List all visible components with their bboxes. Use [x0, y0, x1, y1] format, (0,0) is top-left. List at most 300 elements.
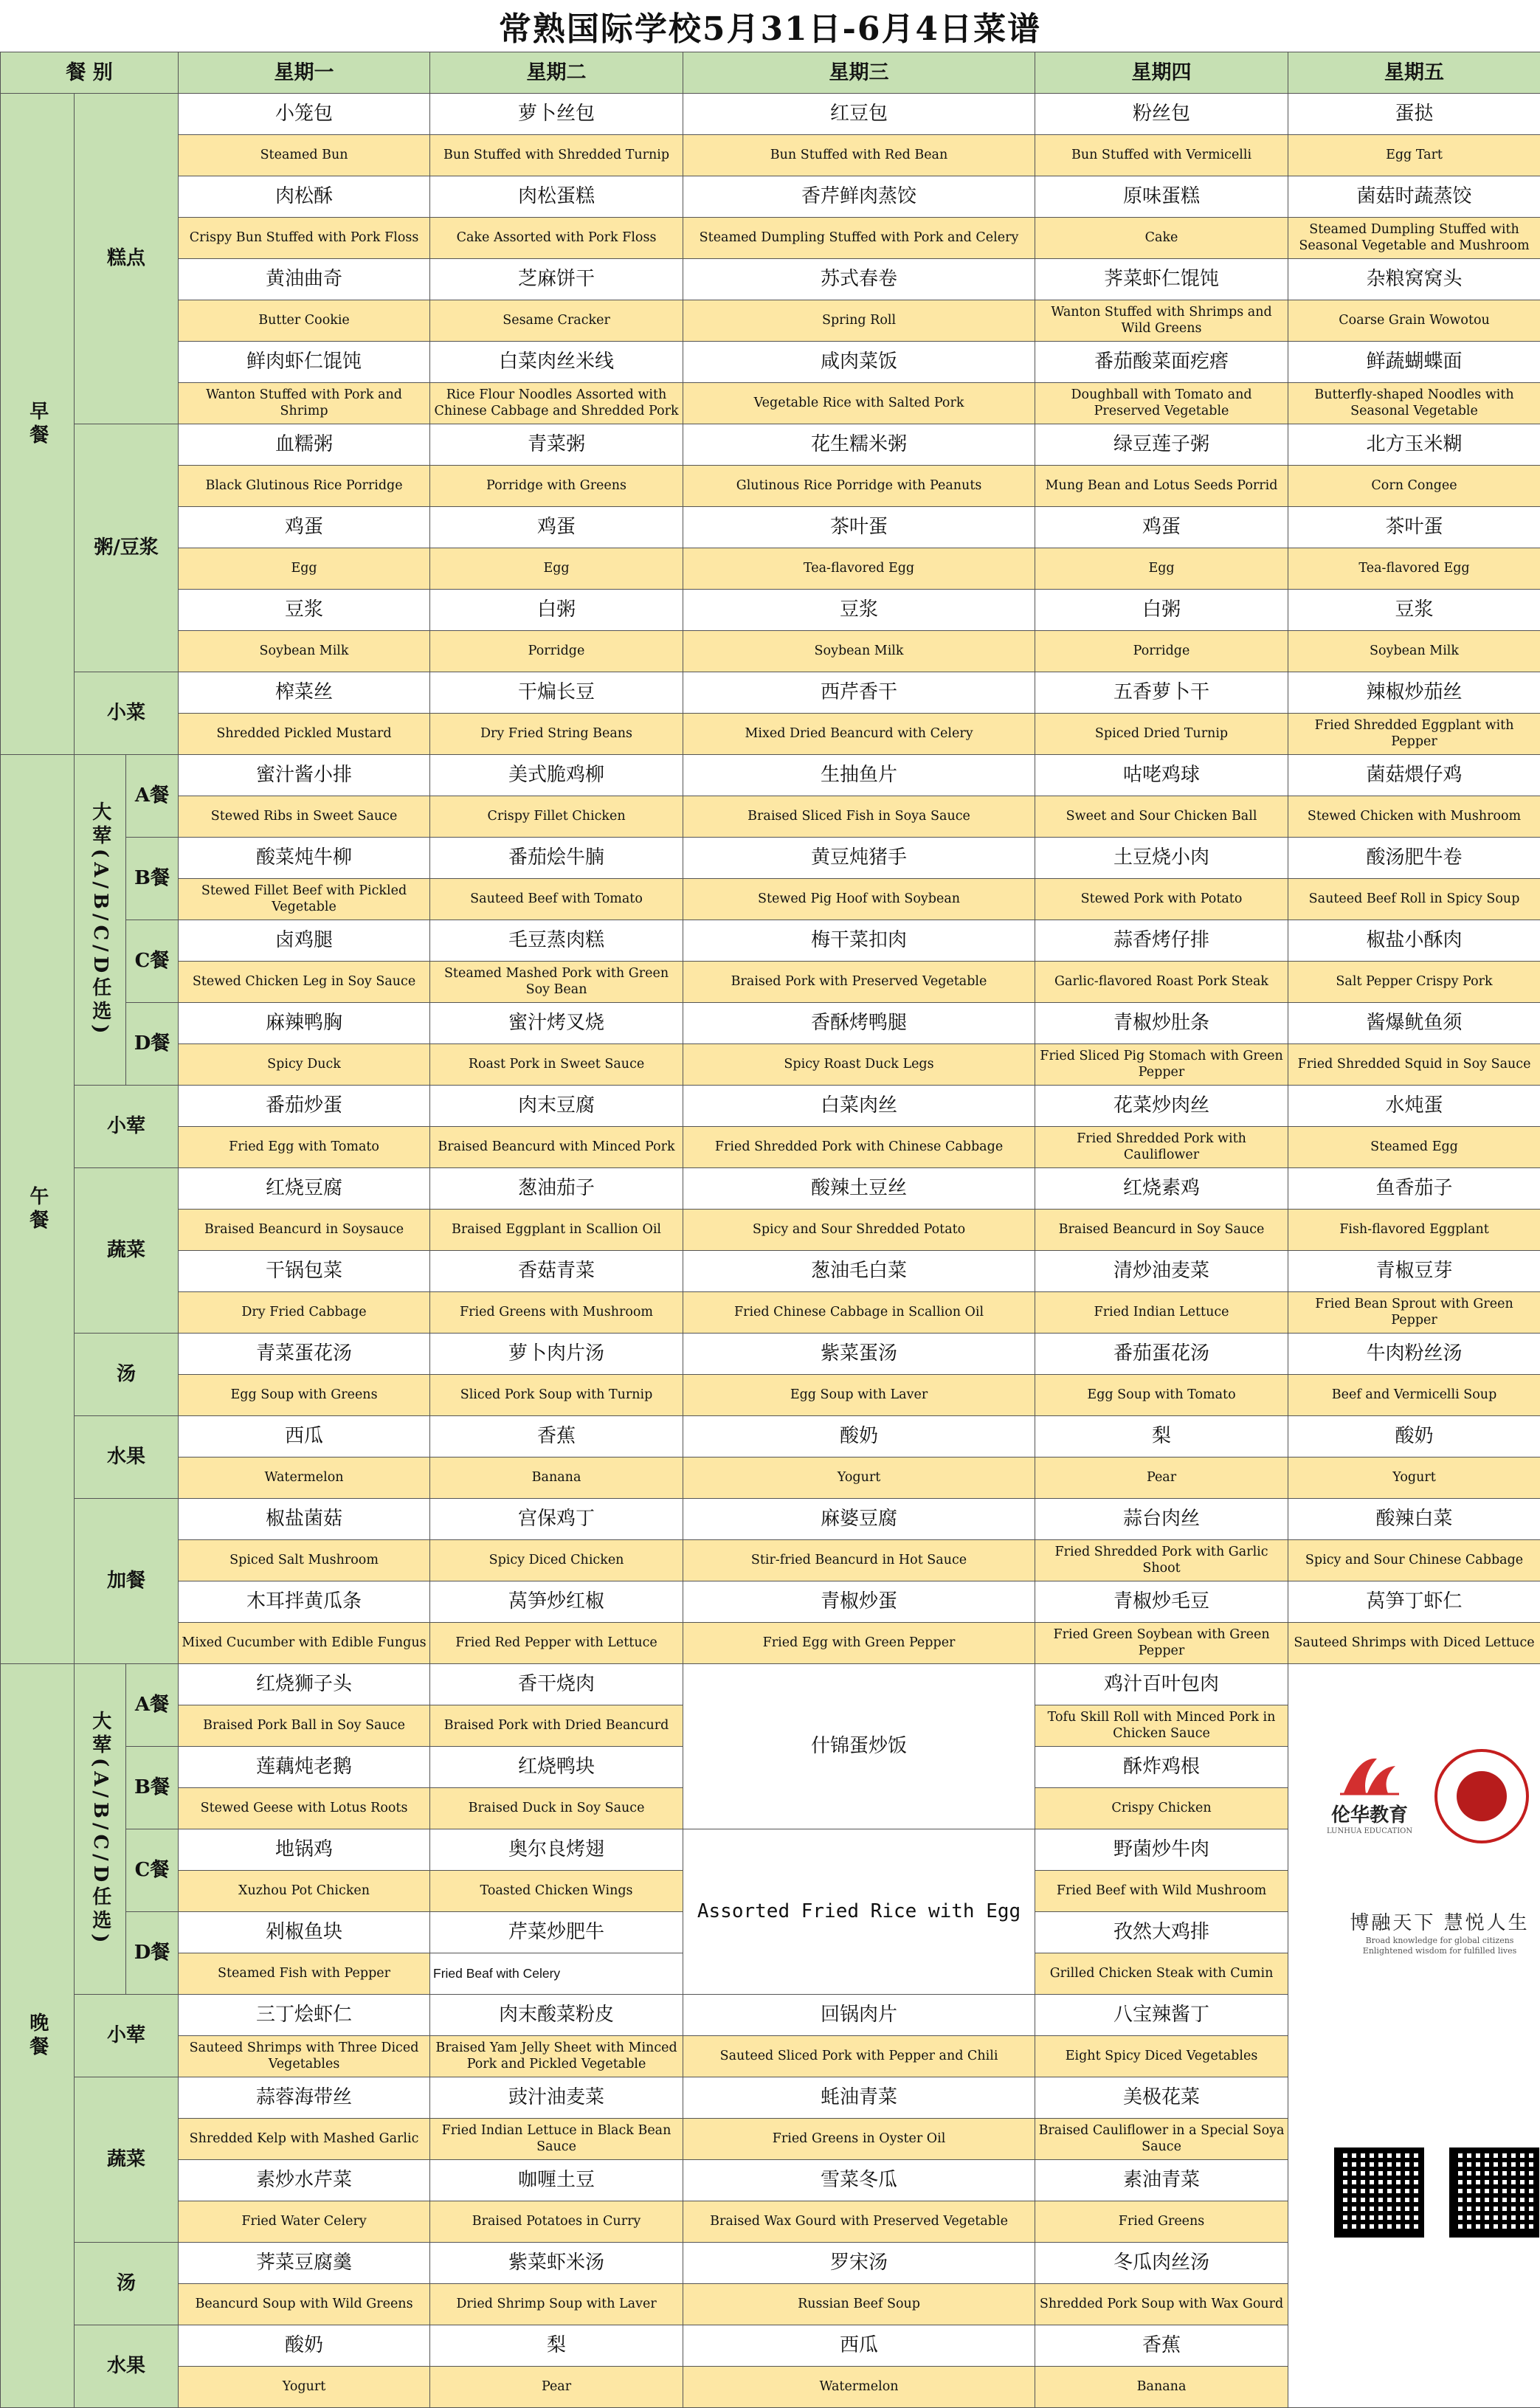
- dish-en: Dry Fried String Beans: [430, 714, 683, 755]
- dish-en: Braised Beancurd in Soysauce: [179, 1210, 430, 1251]
- dish-en: Eight Spicy Diced Vegetables: [1035, 2036, 1288, 2077]
- dish-cn: 蚝油青菜: [683, 2077, 1035, 2119]
- dish-en: Braised Beancurd in Soy Sauce: [1035, 1210, 1288, 1251]
- dish-cn: 茶叶蛋: [1288, 507, 1540, 548]
- dish-cn: 椒盐菌菇: [179, 1499, 430, 1540]
- dish-cn: 酱爆鱿鱼须: [1288, 1003, 1540, 1044]
- dish-cn: 酥炸鸡根: [1035, 1747, 1288, 1788]
- dish-en: Fried Greens with Mushroom: [430, 1292, 683, 1334]
- dish-row-cn: [1, 1251, 1540, 1292]
- dish-cn: 蜜汁烤叉烧: [430, 1003, 683, 1044]
- dish-row-en: [1, 714, 1540, 755]
- dish-cn: 香蕉: [430, 1416, 683, 1457]
- dish-en: Fried Shredded Pork with Garlic Shoot: [1035, 1540, 1288, 1581]
- day-header: 星期三: [683, 52, 1035, 94]
- dish-cn: 雪菜冬瓜: [683, 2160, 1035, 2201]
- dish-en: Braised Pork with Preserved Vegetable: [683, 962, 1035, 1003]
- dish-cn: 酸辣土豆丝: [683, 1168, 1035, 1210]
- dish-en: Crispy Fillet Chicken: [430, 796, 683, 838]
- dish-en: Bun Stuffed with Shredded Turnip: [430, 135, 683, 176]
- dish-cn: 水炖蛋: [1288, 1086, 1540, 1127]
- dish-cn: 莴笋丁虾仁: [1288, 1581, 1540, 1623]
- dish-cn: 黄豆炖猪手: [683, 838, 1035, 879]
- dish-row-cn: [1, 1581, 1540, 1623]
- dish-cn: 清炒油麦菜: [1035, 1251, 1288, 1292]
- dish-en: Stewed Fillet Beef with Pickled Vegetable: [179, 879, 430, 920]
- dish-cn: 青菜粥: [430, 424, 683, 466]
- motto: [1325, 1911, 1540, 1956]
- dish-en: Pear: [1035, 1457, 1288, 1499]
- dish-en: Soybean Milk: [179, 631, 430, 672]
- dish-row-cn: [1, 507, 1540, 548]
- set-d: D餐: [126, 1003, 179, 1086]
- dish-en: Stewed Pig Hoof with Soybean: [683, 879, 1035, 920]
- dish-row-en: [1, 631, 1540, 672]
- dish-en: Black Glutinous Rice Porridge: [179, 466, 430, 507]
- dish-en: Spicy Duck: [179, 1044, 430, 1086]
- dish-cn: 麻婆豆腐: [683, 1499, 1035, 1540]
- dish-en: Banana: [430, 1457, 683, 1499]
- dish-en: Vegetable Rice with Salted Pork: [683, 383, 1035, 424]
- dish-cn: 野菌炒牛肉: [1035, 1829, 1288, 1871]
- dish-row-en: [1, 383, 1540, 424]
- dish-cn: 干煸长豆: [430, 672, 683, 714]
- dish-en: Toasted Chicken Wings: [430, 1871, 683, 1912]
- dish-row-cn: [1, 342, 1540, 383]
- dish-cn: 咕咾鸡球: [1035, 755, 1288, 796]
- dish-en: Rice Flour Noodles Assorted with Chinese Cabbage and Shredded Pork: [430, 383, 683, 424]
- dish-en: Braised Sliced Fish in Soya Sauce: [683, 796, 1035, 838]
- dish-en: Fried Greens: [1035, 2201, 1288, 2243]
- meal-breakfast: 早餐: [1, 94, 75, 755]
- dish-en: Beancurd Soup with Wild Greens: [179, 2284, 430, 2325]
- dish-cn: 酸汤肥牛卷: [1288, 838, 1540, 879]
- group-main: 大荤(A/B/C/D任选): [75, 1664, 126, 1995]
- wed-special-cn: 什锦蛋炒饭: [683, 1664, 1035, 1829]
- dish-cn: 北方玉米糊: [1288, 424, 1540, 466]
- wed-special-en: Assorted Fried Rice with Egg: [683, 1829, 1035, 1995]
- dish-cn: 菌菇时蔬蒸饺: [1288, 176, 1540, 218]
- dish-en: Fish-flavored Eggplant: [1288, 1210, 1540, 1251]
- dish-en: Fried Shredded Pork with Cauliflower: [1035, 1127, 1288, 1168]
- dish-cn: 黄油曲奇: [179, 259, 430, 300]
- dish-cn: 菌菇煨仔鸡: [1288, 755, 1540, 796]
- dish-cn: 孜然大鸡排: [1035, 1912, 1288, 1953]
- dish-cn: 木耳拌黄瓜条: [179, 1581, 430, 1623]
- dish-cn: 酸奶: [683, 1416, 1035, 1457]
- dish-cn: 香菇青菜: [430, 1251, 683, 1292]
- dish-cn: 杂粮窝窝头: [1288, 259, 1540, 300]
- dish-cn: 鸡蛋: [179, 507, 430, 548]
- set-a: A餐: [126, 1664, 179, 1747]
- dish-en: Steamed Mashed Pork with Green Soy Bean: [430, 962, 683, 1003]
- meal-lunch: 午餐: [1, 755, 75, 1664]
- dish-en: Bun Stuffed with Red Bean: [683, 135, 1035, 176]
- dish-en: Stewed Pork with Potato: [1035, 879, 1288, 920]
- dish-cn: 西芹香干: [683, 672, 1035, 714]
- dish-cn: 榨菜丝: [179, 672, 430, 714]
- motto-en-1: Broad knowledge for global citizens: [1325, 1936, 1540, 1946]
- dish-en: Spiced Salt Mushroom: [179, 1540, 430, 1581]
- group-soup: 汤: [75, 1334, 179, 1416]
- dish-cn: 鸡蛋: [1035, 507, 1288, 548]
- dish-row-cn: [1, 94, 1540, 135]
- dish-en: Stewed Chicken Leg in Soy Sauce: [179, 962, 430, 1003]
- dish-cn: 葱油茄子: [430, 1168, 683, 1210]
- dish-cn: 干锅包菜: [179, 1251, 430, 1292]
- dish-row-en: [1, 466, 1540, 507]
- dish-en: Wanton Stuffed with Shrimps and Wild Greens: [1035, 300, 1288, 342]
- dish-row-cn: [1, 920, 1540, 962]
- dish-row-cn: [1, 1416, 1540, 1457]
- dish-en: Corn Congee: [1288, 466, 1540, 507]
- dish-row-cn: [1, 176, 1540, 218]
- dish-cn: 回锅肉片: [683, 1995, 1035, 2036]
- dish-cn: 梅干菜扣肉: [683, 920, 1035, 962]
- group-side: 小菜: [75, 672, 179, 755]
- dish-cn: 香酥烤鸭腿: [683, 1003, 1035, 1044]
- dish-en: Mixed Dried Beancurd with Celery: [683, 714, 1035, 755]
- dish-en: Spicy Diced Chicken: [430, 1540, 683, 1581]
- dish-en: Steamed Fish with Pepper: [179, 1953, 430, 1995]
- dish-cn: 八宝辣酱丁: [1035, 1995, 1288, 2036]
- dish-en: Fried Beaf with Celery: [430, 1953, 683, 1995]
- dish-cn: 土豆烧小肉: [1035, 838, 1288, 879]
- dish-cn: 红烧鸭块: [430, 1747, 683, 1788]
- dish-row-en: [1, 135, 1540, 176]
- dish-en: Porridge: [1035, 631, 1288, 672]
- dish-cn: 五香萝卜干: [1035, 672, 1288, 714]
- dish-cn: 蒜台肉丝: [1035, 1499, 1288, 1540]
- dish-cn: 蜜汁酱小排: [179, 755, 430, 796]
- dish-cn: 西瓜: [179, 1416, 430, 1457]
- dish-en: Wanton Stuffed with Pork and Shrimp: [179, 383, 430, 424]
- dish-cn: 葱油毛白菜: [683, 1251, 1035, 1292]
- dish-en: Dry Fried Cabbage: [179, 1292, 430, 1334]
- dish-en: Shredded Pork Soup with Wax Gourd: [1035, 2284, 1288, 2325]
- dish-cn: 生抽鱼片: [683, 755, 1035, 796]
- qr-code-icon[interactable]: [1449, 2147, 1539, 2238]
- dish-row-en: [1, 300, 1540, 342]
- dish-cn: 荠菜豆腐羹: [179, 2243, 430, 2284]
- dish-cn: 香蕉: [1035, 2325, 1288, 2367]
- dish-en: Egg: [179, 548, 430, 590]
- dish-en: Fried Beef with Wild Mushroom: [1035, 1871, 1288, 1912]
- group-main: 大荤(A/B/C/D任选): [75, 755, 126, 1086]
- dish-en: Sauteed Beef Roll in Spicy Soup: [1288, 879, 1540, 920]
- dish-en: Braised Pork Ball in Soy Sauce: [179, 1705, 430, 1747]
- dish-cn: 绿豆莲子粥: [1035, 424, 1288, 466]
- dish-en: Tofu Skill Roll with Minced Pork in Chicken Sauce: [1035, 1705, 1288, 1747]
- dish-en: Stewed Geese with Lotus Roots: [179, 1788, 430, 1829]
- dish-en: Braised Cauliflower in a Special Soya Sauce: [1035, 2119, 1288, 2160]
- dish-row-cn: [1, 1168, 1540, 1210]
- dish-row-en: [1, 962, 1540, 1003]
- dish-cn: 剁椒鱼块: [179, 1912, 430, 1953]
- dish-en: Fried Chinese Cabbage in Scallion Oil: [683, 1292, 1035, 1334]
- dish-en: Egg Tart: [1288, 135, 1540, 176]
- dish-cn: 原味蛋糕: [1035, 176, 1288, 218]
- dish-en: Glutinous Rice Porridge with Peanuts: [683, 466, 1035, 507]
- dish-row-en: [1, 218, 1540, 259]
- dish-en: Sliced Pork Soup with Turnip: [430, 1375, 683, 1416]
- dish-cn: 茶叶蛋: [683, 507, 1035, 548]
- dish-en: Braised Potatoes in Curry: [430, 2201, 683, 2243]
- dish-cn: 青椒炒毛豆: [1035, 1581, 1288, 1623]
- dish-row-en: [1, 1540, 1540, 1581]
- dish-cn: 粉丝包: [1035, 94, 1288, 135]
- group-veg: 蔬菜: [75, 2077, 179, 2243]
- dish-en: Russian Beef Soup: [683, 2284, 1035, 2325]
- day-header: 星期四: [1035, 52, 1288, 94]
- dish-en: Watermelon: [179, 1457, 430, 1499]
- dish-row-en: [1, 548, 1540, 590]
- dish-cn: 美极花菜: [1035, 2077, 1288, 2119]
- dish-cn: 肉松酥: [179, 176, 430, 218]
- dish-row-cn: [1, 1086, 1540, 1127]
- group-fruit: 水果: [75, 1416, 179, 1499]
- set-b: B餐: [126, 1747, 179, 1829]
- dish-cn: 红烧狮子头: [179, 1664, 430, 1705]
- header-row: [1, 52, 1540, 94]
- dish-cn: 红豆包: [683, 94, 1035, 135]
- dish-en: Braised Beancurd with Minced Pork: [430, 1127, 683, 1168]
- dish-cn: 梨: [1035, 1416, 1288, 1457]
- dish-en: Egg: [430, 548, 683, 590]
- dish-cn: 辣椒炒茄丝: [1288, 672, 1540, 714]
- dish-cn: 白菜肉丝: [683, 1086, 1035, 1127]
- dish-cn: 咸肉菜饭: [683, 342, 1035, 383]
- dish-en: Spicy and Sour Chinese Cabbage: [1288, 1540, 1540, 1581]
- dish-en: Shredded Pickled Mustard: [179, 714, 430, 755]
- dish-en: Egg Soup with Greens: [179, 1375, 430, 1416]
- school-seal-icon: [1434, 1749, 1529, 1843]
- dish-cn: 酸菜炖牛柳: [179, 838, 430, 879]
- dish-cn: 冬瓜肉丝汤: [1035, 2243, 1288, 2284]
- dish-cn: 红烧豆腐: [179, 1168, 430, 1210]
- meal-dinner: 晚餐: [1, 1664, 75, 2408]
- dish-en: Fried Green Soybean with Green Pepper: [1035, 1623, 1288, 1664]
- dish-row-en: [1, 1375, 1540, 1416]
- dish-en: Tea-flavored Egg: [1288, 548, 1540, 590]
- dish-cn: 肉末酸菜粉皮: [430, 1995, 683, 2036]
- dish-cn: 紫菜蛋汤: [683, 1334, 1035, 1375]
- logo-box: [1288, 1664, 1540, 2407]
- dish-cn: 鱼香茄子: [1288, 1168, 1540, 1210]
- dish-cn: 蛋挞: [1288, 94, 1540, 135]
- dish-en: Butter Cookie: [179, 300, 430, 342]
- dish-en: Fried Shredded Squid in Soy Sauce: [1288, 1044, 1540, 1086]
- set-c: C餐: [126, 920, 179, 1003]
- dish-en: Sweet and Sour Chicken Ball: [1035, 796, 1288, 838]
- dish-en: Xuzhou Pot Chicken: [179, 1871, 430, 1912]
- dish-row-cn: [1, 259, 1540, 300]
- dish-row-cn: [1, 1664, 1540, 1705]
- dish-en: Braised Eggplant in Scallion Oil: [430, 1210, 683, 1251]
- motto-cn: 博融天下 慧悦人生: [1325, 1911, 1540, 1936]
- dish-en: Stir-fried Beancurd in Hot Sauce: [683, 1540, 1035, 1581]
- dish-cn: 豆浆: [179, 590, 430, 631]
- dish-row-en: [1, 796, 1540, 838]
- dish-cn: 西瓜: [683, 2325, 1035, 2367]
- dish-cn: 麻辣鸭胸: [179, 1003, 430, 1044]
- dish-cn: 番茄炒蛋: [179, 1086, 430, 1127]
- dish-cn: 豆浆: [1288, 590, 1540, 631]
- dish-row-en: [1, 1457, 1540, 1499]
- group-pastry: 糕点: [75, 94, 179, 424]
- dish-cn: 素炒水芹菜: [179, 2160, 430, 2201]
- dish-cn: 番茄酸菜面疙瘩: [1035, 342, 1288, 383]
- dish-en: Fried Egg with Green Pepper: [683, 1623, 1035, 1664]
- dish-cn: 椒盐小酥肉: [1288, 920, 1540, 962]
- group-smallmeat: 小荤: [75, 1995, 179, 2077]
- category-header: 餐 别: [1, 52, 179, 94]
- dish-en: Beef and Vermicelli Soup: [1288, 1375, 1540, 1416]
- dish-cn: 酸辣白菜: [1288, 1499, 1540, 1540]
- dish-cn: 萝卜肉片汤: [430, 1334, 683, 1375]
- dish-cn: 鲜肉虾仁馄饨: [179, 342, 430, 383]
- dish-en: Steamed Bun: [179, 135, 430, 176]
- dish-cn: 毛豆蒸肉糕: [430, 920, 683, 962]
- dish-en: Dried Shrimp Soup with Laver: [430, 2284, 683, 2325]
- dish-en: Coarse Grain Wowotou: [1288, 300, 1540, 342]
- dish-en: Egg: [1035, 548, 1288, 590]
- dish-cn: 香干烧肉: [430, 1664, 683, 1705]
- dish-cn: 奥尔良烤翅: [430, 1829, 683, 1871]
- dish-en: Stewed Ribs in Sweet Sauce: [179, 796, 430, 838]
- dish-cn: 花菜炒肉丝: [1035, 1086, 1288, 1127]
- dish-en: Spring Roll: [683, 300, 1035, 342]
- dish-en: Tea-flavored Egg: [683, 548, 1035, 590]
- dish-cn: 罗宋汤: [683, 2243, 1035, 2284]
- dish-cn: 素油青菜: [1035, 2160, 1288, 2201]
- dish-cn: 酸奶: [1288, 1416, 1540, 1457]
- dish-en: Doughball with Tomato and Preserved Vegetable: [1035, 383, 1288, 424]
- dish-en: Spiced Dried Turnip: [1035, 714, 1288, 755]
- dish-en: Butterfly-shaped Noodles with Seasonal Vegetable: [1288, 383, 1540, 424]
- group-soup: 汤: [75, 2243, 179, 2325]
- dish-en: Salt Pepper Crispy Pork: [1288, 962, 1540, 1003]
- dish-row-en: [1, 1292, 1540, 1334]
- dish-en: Egg Soup with Tomato: [1035, 1375, 1288, 1416]
- dish-cn: 红烧素鸡: [1035, 1168, 1288, 1210]
- menu-table: [0, 52, 1540, 2408]
- dish-cn: 苏式春卷: [683, 259, 1035, 300]
- dish-cn: 豉汁油麦菜: [430, 2077, 683, 2119]
- dish-en: Soybean Milk: [1288, 631, 1540, 672]
- dish-en: Cake: [1035, 218, 1288, 259]
- dish-en: Yogurt: [1288, 1457, 1540, 1499]
- dish-en: Fried Bean Sprout with Green Pepper: [1288, 1292, 1540, 1334]
- logo-area: [1288, 1664, 1540, 2408]
- dish-cn: 鸡汁百叶包肉: [1035, 1664, 1288, 1705]
- dish-cn: 荠菜虾仁馄饨: [1035, 259, 1288, 300]
- dish-cn: 血糯粥: [179, 424, 430, 466]
- dish-cn: 青椒炒蛋: [683, 1581, 1035, 1623]
- dish-cn: 蒜香烤仔排: [1035, 920, 1288, 962]
- dish-row-en: [1, 1127, 1540, 1168]
- dish-en: Cake Assorted with Pork Floss: [430, 218, 683, 259]
- set-d: D餐: [126, 1912, 179, 1995]
- dish-en: Garlic-flavored Roast Pork Steak: [1035, 962, 1288, 1003]
- dish-cn: 酸奶: [179, 2325, 430, 2367]
- group-smallmeat: 小荤: [75, 1086, 179, 1168]
- dish-cn: 梨: [430, 2325, 683, 2367]
- sail-logo-icon: [1336, 1753, 1403, 1797]
- dish-cn: 牛肉粉丝汤: [1288, 1334, 1540, 1375]
- dish-cn: 鸡蛋: [430, 507, 683, 548]
- dish-en: Banana: [1035, 2367, 1288, 2408]
- dish-en: Spicy and Sour Shredded Potato: [683, 1210, 1035, 1251]
- dish-en: Stewed Chicken with Mushroom: [1288, 796, 1540, 838]
- dish-cn: 蒜蓉海带丝: [179, 2077, 430, 2119]
- dish-en: Pear: [430, 2367, 683, 2408]
- dish-cn: 美式脆鸡柳: [430, 755, 683, 796]
- dish-cn: 紫菜虾米汤: [430, 2243, 683, 2284]
- dish-cn: 芝麻饼干: [430, 259, 683, 300]
- group-extra: 加餐: [75, 1499, 179, 1664]
- dish-en: Fried Indian Lettuce: [1035, 1292, 1288, 1334]
- dish-cn: 青菜蛋花汤: [179, 1334, 430, 1375]
- motto-en-2: Enlightened wisdom for fulfilled lives: [1325, 1946, 1540, 1956]
- dish-en: Mixed Cucumber with Edible Fungus: [179, 1623, 430, 1664]
- dish-en: Sauteed Beef with Tomato: [430, 879, 683, 920]
- dish-row-cn: [1, 590, 1540, 631]
- set-a: A餐: [126, 755, 179, 838]
- dish-row-cn: [1, 1499, 1540, 1540]
- dish-cn: 宫保鸡丁: [430, 1499, 683, 1540]
- group-fruit: 水果: [75, 2325, 179, 2408]
- dish-en: Braised Duck in Soy Sauce: [430, 1788, 683, 1829]
- dish-en: Crispy Chicken: [1035, 1788, 1288, 1829]
- set-c: C餐: [126, 1829, 179, 1912]
- dish-cn: 肉松蛋糕: [430, 176, 683, 218]
- dish-row-cn: [1, 755, 1540, 796]
- brand-name-cn: 伦华教育: [1325, 1804, 1414, 1828]
- dish-en: Steamed Egg: [1288, 1127, 1540, 1168]
- dish-cn: 花生糯米粥: [683, 424, 1035, 466]
- dish-en: Shredded Kelp with Mashed Garlic: [179, 2119, 430, 2160]
- day-header: 星期一: [179, 52, 430, 94]
- dish-row-cn: [1, 672, 1540, 714]
- brand-logo: [1325, 1753, 1414, 1837]
- dish-cn: 芹菜炒肥牛: [430, 1912, 683, 1953]
- brand-name-en: LUNHUA EDUCATION: [1325, 1827, 1414, 1837]
- dish-cn: 白粥: [430, 590, 683, 631]
- set-b: B餐: [126, 838, 179, 920]
- dish-en: Porridge: [430, 631, 683, 672]
- dish-en: Sauteed Shrimps with Three Diced Vegetables: [179, 2036, 430, 2077]
- dish-en: Sauteed Sliced Pork with Pepper and Chili: [683, 2036, 1035, 2077]
- group-veg: 蔬菜: [75, 1168, 179, 1334]
- dish-en: Mung Bean and Lotus Seeds Porrid: [1035, 466, 1288, 507]
- dish-cn: 卤鸡腿: [179, 920, 430, 962]
- dish-cn: 莲藕炖老鹅: [179, 1747, 430, 1788]
- dish-cn: 鲜蔬蝴蝶面: [1288, 342, 1540, 383]
- dish-en: Fried Water Celery: [179, 2201, 430, 2243]
- dish-cn: 青椒豆芽: [1288, 1251, 1540, 1292]
- dish-en: Fried Shredded Pork with Chinese Cabbage: [683, 1127, 1035, 1168]
- dish-cn: 白菜肉丝米线: [430, 342, 683, 383]
- dish-row-en: [1, 1210, 1540, 1251]
- dish-cn: 地锅鸡: [179, 1829, 430, 1871]
- group-porridge: 粥/豆浆: [75, 424, 179, 672]
- qr-code-icon[interactable]: [1334, 2147, 1424, 2238]
- dish-en: Steamed Dumpling Stuffed with Pork and Celery: [683, 218, 1035, 259]
- dish-row-cn: [1, 1334, 1540, 1375]
- dish-en: Fried Indian Lettuce in Black Bean Sauce: [430, 2119, 683, 2160]
- dish-en: Watermelon: [683, 2367, 1035, 2408]
